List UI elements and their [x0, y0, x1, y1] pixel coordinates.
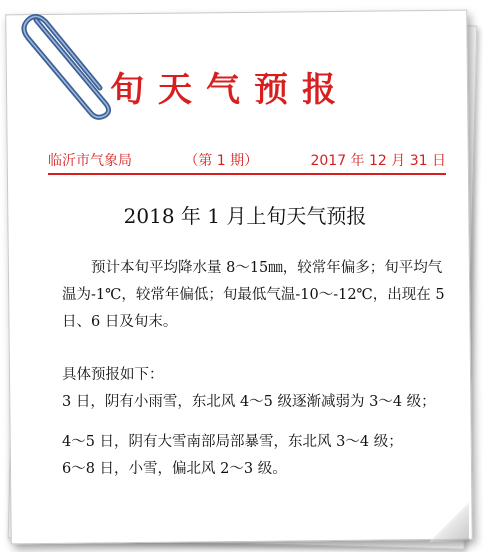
forecast-item: 6～8 日，小雪，偏北风 2～3 级。 — [62, 461, 287, 477]
issue-line — [48, 150, 446, 175]
issue-number: （第 1 期） — [184, 153, 259, 169]
forecast-section — [62, 362, 452, 483]
issue-date: 2017 年 12 月 31 日 — [310, 153, 446, 169]
forecast-item: 4～5 日，阴有大雪南部局部暴雪，东北风 3～4 级； — [62, 434, 403, 450]
publisher: 临沂市气象局 — [48, 153, 132, 169]
summary-paragraph: 预计本旬平均降水量 8～15㎜，较常年偏多；旬平均气温为-1℃，较常年偏低；旬最低气温-10～-12℃，出现在 5 日、6 日及旬末。 — [62, 260, 445, 330]
forecast-item: 3 日，阴有小雨雪，东北风 4～5 级逐渐减弱为 3～4 级； — [62, 394, 436, 410]
forecast-intro: 具体预报如下： — [62, 367, 164, 383]
masthead-title: 旬天气预报 — [110, 70, 350, 110]
document-title: 2018 年 1 月上旬天气预报 — [123, 204, 367, 228]
